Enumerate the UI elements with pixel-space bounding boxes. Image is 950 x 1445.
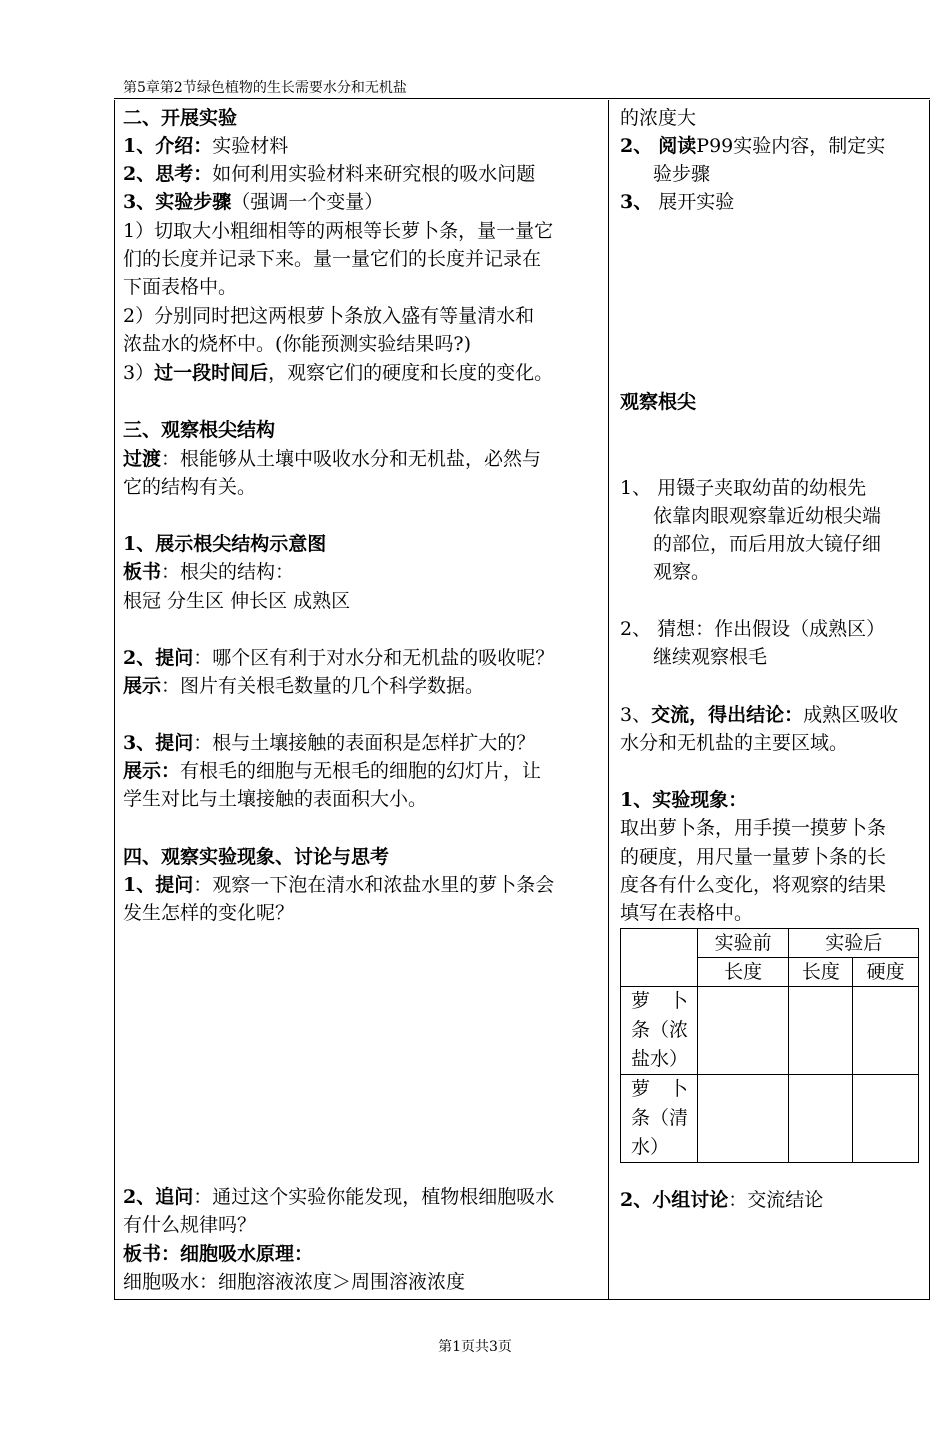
guess-text: 猜想：作出假设（成熟区） xyxy=(657,618,886,640)
followup-label: 2、追问 xyxy=(123,1186,194,1208)
conclusion-number: 3、 xyxy=(620,704,652,726)
question-line xyxy=(123,644,554,672)
table-row xyxy=(621,987,919,1075)
start-text: 展开实验 xyxy=(658,191,735,213)
row-label xyxy=(621,987,698,1075)
board-text: ：根尖的结构： xyxy=(161,561,295,583)
observe-text: 用镊子夹取幼苗的幼根先 xyxy=(657,477,867,499)
think-text: 如何利用实验材料来研究根的吸水问题 xyxy=(212,163,536,185)
row-label-line: 萝 卜 xyxy=(631,990,689,1012)
steps-text: （强调一个变量） xyxy=(231,191,384,213)
phenomenon-text: 的硬度，用尺量一量萝卜条的长 xyxy=(620,846,887,868)
observe-step: 的部位，而后用放大镜仔细 xyxy=(653,533,882,555)
continuation-text: 的浓度大 xyxy=(620,107,697,129)
read-number: 2、 xyxy=(620,135,653,157)
conclusion-line: 水分和无机盐的主要区域。 xyxy=(620,732,849,754)
board-text: 细胞吸水：细胞溶液浓度＞周围溶液浓度 xyxy=(123,1271,466,1293)
table-cell xyxy=(789,987,853,1075)
question-label: 2、提问 xyxy=(123,647,194,669)
board-line xyxy=(123,558,294,586)
guess-line: 继续观察根毛 xyxy=(653,646,768,668)
page-header: 第5章第2节绿色植物的生长需要水分和无机盐 xyxy=(123,80,407,96)
table-cell xyxy=(697,1075,789,1163)
think-line xyxy=(123,160,535,188)
question-label: 3、提问 xyxy=(123,732,194,754)
question-line: 发生怎样的变化呢？ xyxy=(123,902,295,924)
row-label-line: 水） xyxy=(631,1136,670,1158)
show-line xyxy=(123,672,484,700)
read-line xyxy=(620,132,885,160)
section-title: 三、观察根尖结构 xyxy=(123,419,276,441)
table-cell xyxy=(853,987,919,1075)
intro-line xyxy=(123,132,288,160)
table-subheader: 长度 xyxy=(789,958,853,987)
observe-step: 观察。 xyxy=(653,561,711,583)
transition-text: ：根能够从土壤中吸收水分和无机盐，必然与 xyxy=(161,448,542,470)
table-corner-cell xyxy=(621,929,698,987)
question-line xyxy=(123,729,535,757)
conclusion-text: 成熟区吸收 xyxy=(803,704,899,726)
step1-line: 1）切取大小粗细相等的两根等长萝卜条，量一量它 xyxy=(123,220,554,242)
board-label: 板书 xyxy=(123,561,162,583)
show-label: 展示 xyxy=(123,675,162,697)
row-label-line: 条（浓 xyxy=(631,1019,689,1041)
transition-line xyxy=(123,445,541,473)
read-text: P99实验内容，制定实 xyxy=(696,135,886,157)
phenomenon-title: 1、实验现象： xyxy=(620,789,748,811)
think-label: 2、思考： xyxy=(123,163,213,185)
observe-number: 1、 xyxy=(620,477,652,499)
row-label xyxy=(621,1075,698,1163)
step3-prefix: 3） xyxy=(123,362,155,384)
observation-table xyxy=(620,928,919,1163)
show-diagram-line: 1、展示根尖结构示意图 xyxy=(123,533,327,555)
phenomenon-text: 填写在表格中。 xyxy=(620,902,754,924)
show-label: 展示： xyxy=(123,760,181,782)
observe-step: 依靠肉眼观察靠近幼根尖端 xyxy=(653,505,882,527)
table-cell xyxy=(789,1075,853,1163)
observe-title: 观察根尖 xyxy=(620,391,697,413)
steps-line xyxy=(123,188,383,216)
question-text: ：观察一下泡在清水和浓盐水里的萝卜条会 xyxy=(193,874,555,896)
step3-line xyxy=(123,359,553,387)
intro-label: 1、介绍： xyxy=(123,135,213,157)
followup-text: ：通过这个实验你能发现，植物根细胞吸水 xyxy=(193,1186,555,1208)
show-text: 有根毛的细胞与无根毛的细胞的幻灯片，让 xyxy=(180,760,542,782)
discussion-text: ：交流结论 xyxy=(728,1189,824,1211)
phenomenon-text: 度各有什么变化，将观察的结果 xyxy=(620,874,887,896)
read-line: 验步骤 xyxy=(653,163,711,185)
discussion-line xyxy=(620,1186,823,1214)
steps-label: 3、实验步骤 xyxy=(123,191,232,213)
show-line xyxy=(123,757,541,785)
transition-line: 它的结构有关。 xyxy=(123,476,257,498)
conclusion-line xyxy=(620,701,898,729)
show-line: 学生对比与土壤接触的表面积大小。 xyxy=(123,788,428,810)
zones-line: 根冠 分生区 伸长区 成熟区 xyxy=(123,590,351,612)
observe-step xyxy=(620,474,866,502)
question-label: 1、提问 xyxy=(123,874,194,896)
start-line xyxy=(620,188,734,216)
step2-line: 浓盐水的烧杯中。(你能预测实验结果吗?) xyxy=(123,333,472,355)
table-subheader: 硬度 xyxy=(853,958,919,987)
discussion-label: 2、小组讨论 xyxy=(620,1189,729,1211)
section-title: 四、观察实验现象、讨论与思考 xyxy=(123,846,390,868)
transition-label: 过渡 xyxy=(123,448,162,470)
show-text: ：图片有关根毛数量的几个科学数据。 xyxy=(161,675,485,697)
board-title: 板书：细胞吸水原理： xyxy=(123,1243,314,1265)
question-text: ：根与土壤接触的表面积是怎样扩大的？ xyxy=(193,732,536,754)
followup-line xyxy=(123,1183,554,1211)
page-footer: 第1页共3页 xyxy=(438,1339,512,1355)
row-label-line: 盐水） xyxy=(631,1048,689,1070)
step3-text: ，观察它们的硬度和长度的变化。 xyxy=(268,362,554,384)
question-text: ：哪个区有利于对水分和无机盐的吸收呢？ xyxy=(193,647,555,669)
table-row xyxy=(621,1075,919,1163)
section-title: 二、开展实验 xyxy=(123,107,238,129)
step1-line: 们的长度并记录下来。量一量它们的长度并记录在 xyxy=(123,248,542,270)
guess-line xyxy=(620,615,885,643)
column-divider xyxy=(608,100,609,1300)
intro-text: 实验材料 xyxy=(212,135,289,157)
followup-line: 有什么规律吗？ xyxy=(123,1214,257,1236)
table-header: 实验后 xyxy=(789,929,919,958)
header-rule xyxy=(114,98,930,99)
table-header: 实验前 xyxy=(697,929,789,958)
conclusion-label: 交流，得出结论： xyxy=(651,704,804,726)
question-line xyxy=(123,871,554,899)
phenomenon-text: 取出萝卜条，用手摸一摸萝卜条 xyxy=(620,817,887,839)
guess-number: 2、 xyxy=(620,618,652,640)
step2-line: 2）分别同时把这两根萝卜条放入盛有等量清水和 xyxy=(123,305,535,327)
start-number: 3、 xyxy=(620,191,653,213)
read-label: 阅读 xyxy=(658,135,697,157)
step3-emphasis: 过一段时间后 xyxy=(154,362,269,384)
table-cell xyxy=(697,987,789,1075)
row-label-line: 萝 卜 xyxy=(631,1078,689,1100)
step1-line: 下面表格中。 xyxy=(123,276,238,298)
table-subheader: 长度 xyxy=(697,958,789,987)
table-cell xyxy=(853,1075,919,1163)
row-label-line: 条（清 xyxy=(631,1107,689,1129)
